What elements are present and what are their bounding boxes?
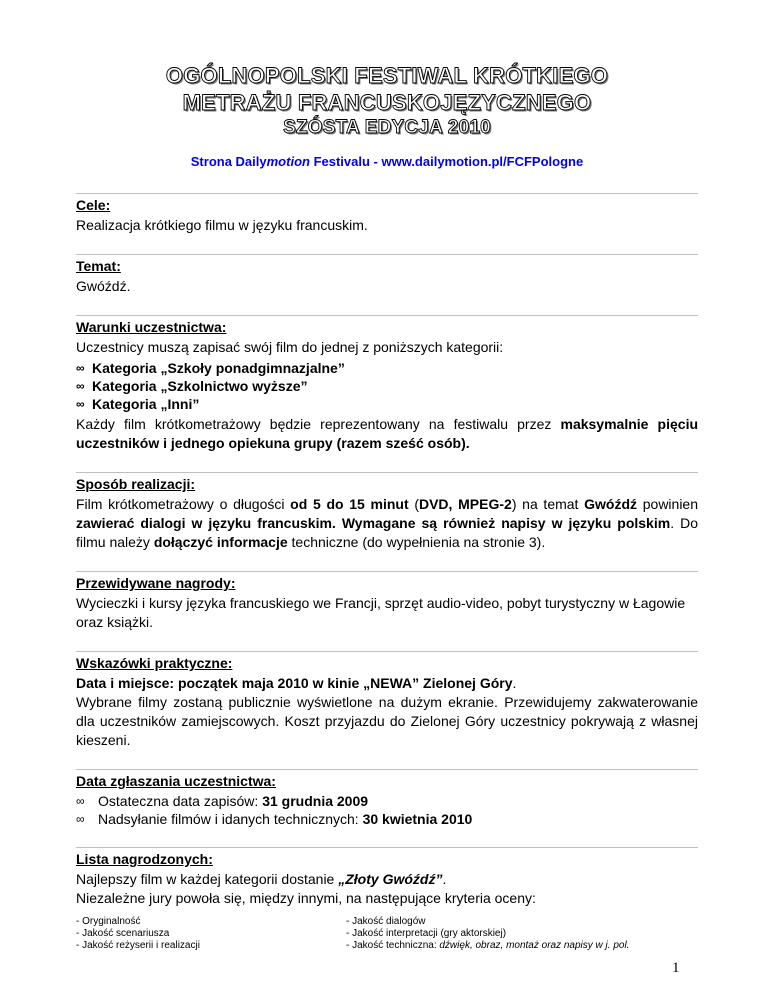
criteria-item: - Jakość interpretacji (gry aktorskiej) <box>346 928 507 939</box>
list-item: ∞ Kategoria „Szkolnictwo wyższe” <box>76 378 308 394</box>
criteria-item: - Oryginalność <box>76 916 141 927</box>
document-page <box>76 62 698 952</box>
list-item: ∞ Kategoria „Szkoły ponadgimnazjalne” <box>76 360 345 376</box>
section-text: Uczestnicy muszą zapisać swój film do jednej z poniższych kategorii: <box>76 339 504 355</box>
deadline-list <box>76 792 698 828</box>
list-item: ∞ Nadsyłanie filmów i idanych technicznych: 30 kwietnia 2010 <box>76 811 473 827</box>
section-zgloszenia <box>76 769 698 828</box>
section-event-date: Data i miejsce: początek maja 2010 w kinie „NEWA” Zielonej Góry. <box>76 675 517 691</box>
title-line-1: OGÓLNOPOLSKI FESTIWAL KRÓTKIEGO <box>165 63 609 88</box>
section-heading: Przewidywane nagrody: <box>76 571 698 592</box>
criteria-item: - Jakość techniczna: dźwięk, obraz, montaż oraz napisy w j. pol. <box>346 940 630 951</box>
section-text: Najlepszy film w każdej kategorii dostanie „Złoty Gwóźdź”. <box>76 871 447 887</box>
section-nagrody <box>76 571 698 632</box>
section-heading: Wskazówki praktyczne: <box>76 651 698 672</box>
criteria-column-left <box>76 916 346 952</box>
list-item: ∞ Kategoria „Inni” <box>76 396 200 412</box>
website-link[interactable]: Strona Dailymotion Festivalu - www.dailymotion.pl/FCFPologne <box>190 154 584 169</box>
page-number: 1 <box>672 960 680 976</box>
section-text: Realizacja krótkiego filmu w języku francuskim. <box>76 217 368 233</box>
section-heading: Sposób realizacji: <box>76 472 698 493</box>
criteria-column-right <box>346 916 698 952</box>
bullet-icon: ∞ <box>76 361 85 375</box>
section-text: Niezależne jury powoła się, między innymi, na następujące kryteria oceny: <box>76 890 536 906</box>
section-note: Każdy film krótkometrażowy będzie reprezentowany na festiwalu przez maksymalnie pięciu uczestników i jednego opiekuna grupy (razem sześć osób). <box>76 416 699 451</box>
section-text: Film krótkometrażowy o długości od 5 do 15 minut (DVD, MPEG-2) na temat Gwóźdź powinien zawierać dialogi w języku francuskim. Wymagane są również napisy w języku polskim. Do filmu należy dołączyć informacje techniczne (do wypełnienia na stronie 3). <box>76 496 699 550</box>
section-wskazowki <box>76 651 698 750</box>
section-text: Wybrane filmy zostaną publicznie wyświetlone na dużym ekranie. Przewidujemy zakwaterowanie dla uczestników zamiejscowych. Koszt przyjazdu do Zielonej Góry uczestnicy pokrywają z własnej kieszeni. <box>76 694 698 748</box>
criteria-item: - Jakość scenariusza <box>76 928 170 939</box>
section-temat <box>76 254 698 296</box>
bullet-icon: ∞ <box>76 812 85 826</box>
criteria-item: - Jakość dialogów <box>346 916 426 927</box>
title-edition: SZÓSTA EDYCJA 2010 <box>283 117 491 138</box>
criteria-list <box>76 916 698 952</box>
section-heading: Cele: <box>76 193 698 214</box>
category-list <box>76 359 698 413</box>
title-line-2: METRAŻU FRANCUSKOJĘZYCZNEGO <box>182 90 592 115</box>
section-heading: Warunki uczestnictwa: <box>76 315 698 336</box>
bullet-icon: ∞ <box>76 397 85 411</box>
section-cele <box>76 193 698 235</box>
bullet-icon: ∞ <box>76 379 85 393</box>
section-heading: Lista nagrodzonych: <box>76 847 698 868</box>
section-nagrodzeni <box>76 847 698 952</box>
section-heading: Temat: <box>76 254 698 275</box>
section-text: Wycieczki i kursy języka francuskiego we Francji, sprzęt audio-video, pobyt turystyczny w Łagowie oraz książki. <box>76 595 686 630</box>
list-item: ∞ Ostateczna data zapisów: 31 grudnia 2009 <box>76 793 369 809</box>
criteria-item: - Jakość reżyserii i realizacji <box>76 940 200 951</box>
section-sposob <box>76 472 698 552</box>
section-warunki <box>76 315 698 453</box>
section-text: Gwóźdź. <box>76 278 131 294</box>
bullet-icon: ∞ <box>76 794 85 808</box>
section-heading: Data zgłaszania uczestnictwa: <box>76 769 698 790</box>
